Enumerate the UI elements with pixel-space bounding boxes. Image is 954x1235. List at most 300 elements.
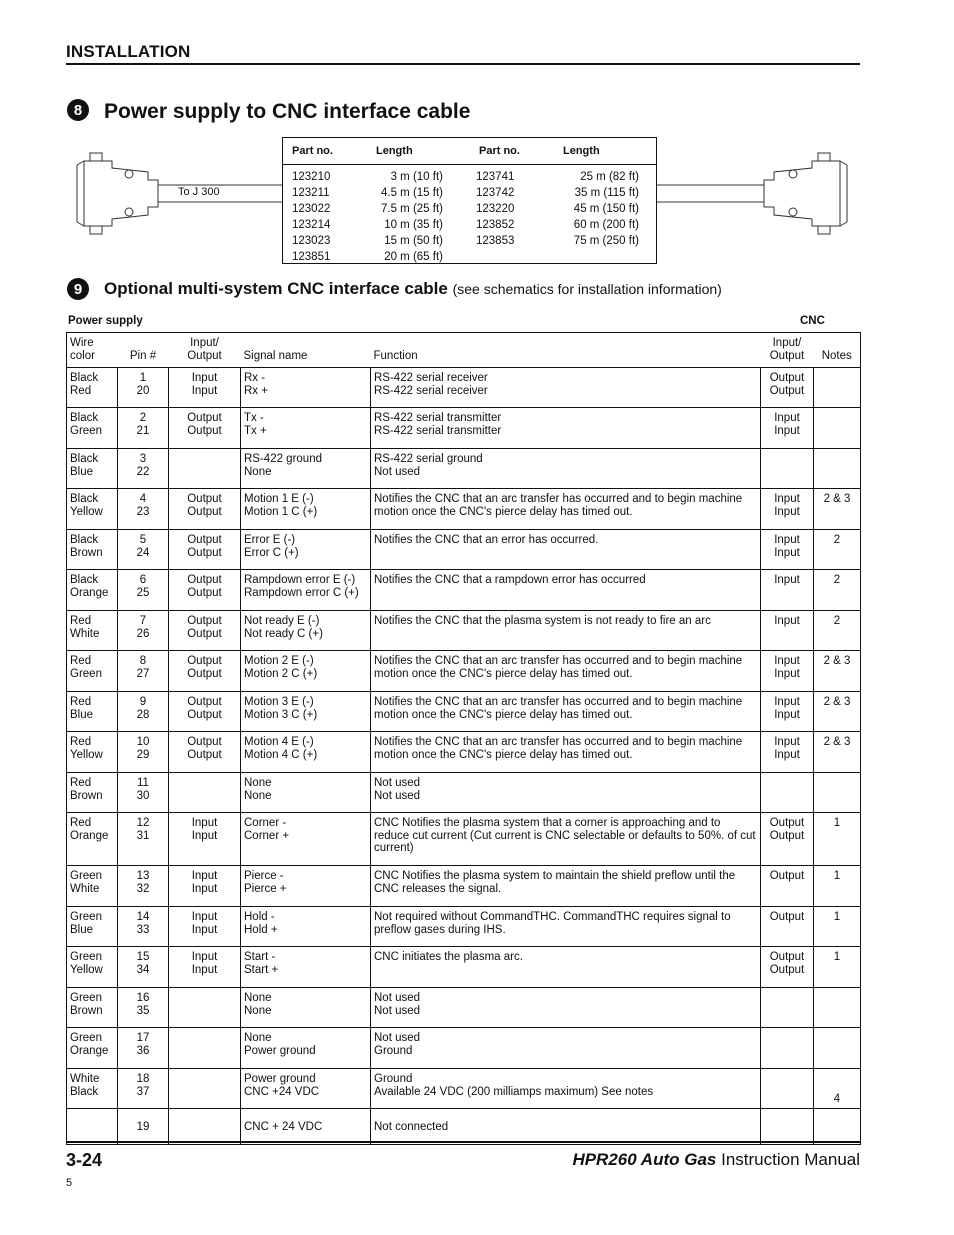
io-ps-cell-line: Output [187, 505, 222, 518]
wire-color-cell-line: Brown [70, 789, 103, 802]
wire-color-cell-line: Yellow [70, 505, 103, 518]
parts-left-lengths [343, 169, 443, 266]
label-power-supply: Power supply [68, 315, 143, 327]
part-number-table [282, 137, 657, 264]
pin-cell-line: 6 [139, 574, 147, 586]
part-length-right-3: 60 m (200 ft) [573, 219, 639, 232]
part-length-left-4: 15 m (50 ft) [384, 235, 443, 248]
pin-cell-line: 14 [136, 911, 150, 923]
io-cnc-cell-line: Input [774, 574, 800, 586]
function-cell-line: Ground [374, 1044, 413, 1057]
pin-cell-line: 31 [136, 829, 150, 842]
pin-cell [118, 907, 169, 947]
part-number-left-5: 123851 [292, 251, 331, 264]
io-cnc-cell [761, 988, 814, 1028]
part-number-left-0: 123210 [292, 171, 331, 183]
io-cnc-cell [761, 489, 814, 530]
io-ps-cell-line: Input [191, 870, 218, 882]
wire-color-cell-line: Green [70, 992, 102, 1004]
function-cell-line: RS-422 serial receiver [374, 384, 488, 397]
signal-name-cell-line: RS-422 ground [244, 453, 322, 465]
wire-color-cell-line: Green [70, 911, 102, 923]
notes-cell [814, 489, 861, 530]
signal-name-cell [241, 773, 371, 813]
signal-name-cell [241, 692, 371, 732]
table-row [67, 1109, 861, 1145]
notes-cell-value: 2 & 3 [823, 493, 851, 505]
signal-name-cell-line: Corner + [244, 829, 290, 842]
table-row [67, 651, 861, 692]
function-cell-line: RS-422 serial transmitter [374, 424, 502, 437]
part-length-left-3: 10 m (35 ft) [384, 219, 443, 232]
pin-cell-line: 3 [139, 453, 147, 465]
notes-cell [814, 1069, 861, 1109]
wire-color-cell [67, 813, 118, 866]
io-ps-cell [169, 732, 241, 773]
function-cell [371, 611, 761, 651]
notes-cell-value: 2 & 3 [823, 696, 851, 708]
signal-name-cell-line: Start + [244, 963, 279, 976]
doc-type: Instruction Manual [721, 1150, 860, 1169]
pin-cell [118, 570, 169, 611]
wire-color-cell-line: Blue [70, 923, 94, 936]
io-cnc-cell [761, 1069, 814, 1109]
part-length-left-1: 4.5 m (15 ft) [381, 187, 443, 200]
function-cell [371, 947, 761, 988]
pin-cell-line: 27 [136, 667, 150, 680]
io-ps-cell [169, 570, 241, 611]
function-cell [371, 732, 761, 773]
function-cell [371, 866, 761, 907]
io-ps-cell [169, 813, 241, 866]
pin-cell-line: 30 [136, 789, 150, 802]
part-length-right-4: 75 m (250 ft) [573, 235, 639, 248]
wire-color-cell-line: Green [70, 1032, 102, 1044]
function-cell-line: Notifies the CNC that an error has occurred. [374, 534, 599, 546]
section-9-title [104, 279, 722, 299]
wire-color-cell [67, 1028, 118, 1069]
io-ps-cell-line: Output [187, 667, 222, 680]
function-cell-line: Not used [374, 1032, 421, 1044]
function-cell [371, 692, 761, 732]
pin-cell-line: 9 [139, 696, 147, 708]
section-8-badge: 8 [67, 99, 89, 121]
part-number-right-3: 123852 [476, 219, 515, 232]
function-cell-line: RS-422 serial receiver [374, 372, 488, 384]
part-length-right-2: 45 m (150 ft) [573, 203, 639, 216]
io-cnc-cell-line: Input [774, 534, 800, 546]
col-wire-color [67, 333, 118, 368]
wire-color-cell [67, 611, 118, 651]
signal-name-cell-line: None [244, 1004, 272, 1017]
signal-name-cell-line: Power ground [244, 1044, 316, 1057]
io-cnc-cell-line: Output [769, 372, 805, 384]
section-header: INSTALLATION [66, 42, 191, 61]
signal-name-cell-line: Motion 2 E (-) [244, 655, 314, 667]
part-length-left-2: 7.5 m (25 ft) [381, 203, 443, 216]
io-cnc-cell [761, 570, 814, 611]
signal-name-cell [241, 570, 371, 611]
part-number-left-2: 123022 [292, 203, 331, 216]
wire-color-cell [67, 489, 118, 530]
io-ps-cell-line: Output [187, 736, 222, 748]
notes-cell-value: 2 [833, 534, 841, 546]
pin-cell-line: 7 [139, 615, 147, 627]
notes-cell-value: 2 & 3 [823, 736, 851, 748]
table-row [67, 866, 861, 907]
wire-color-cell-line: Black [70, 453, 99, 465]
io-cnc-cell [761, 732, 814, 773]
signal-name-cell-line: Error E (-) [244, 534, 296, 546]
pin-cell-line: 5 [139, 534, 147, 546]
io-ps-cell [169, 947, 241, 988]
table-row [67, 773, 861, 813]
function-cell [371, 368, 761, 408]
table-header-row [67, 333, 861, 368]
pin-cell-line: 18 [136, 1073, 150, 1085]
pin-cell-line: 36 [136, 1044, 150, 1057]
wire-color-cell [67, 651, 118, 692]
io-cnc-cell-line: Input [774, 424, 800, 437]
signal-name-cell-line: Rampdown error C (+) [244, 586, 359, 599]
section-9-title-text: Optional multi-system CNC interface cable [104, 279, 448, 298]
io-ps-cell [169, 1109, 241, 1145]
function-cell-line: Available 24 VDC (200 milliamps maximum) See notes [374, 1085, 654, 1098]
function-cell-line: Notifies the CNC that the plasma system is not ready to fire an arc [374, 615, 711, 627]
notes-cell [814, 866, 861, 907]
pin-cell-line: 17 [136, 1032, 150, 1044]
part-number-left-1: 123211 [292, 187, 330, 200]
io-cnc-cell [761, 651, 814, 692]
pin-cell-line: 22 [136, 465, 150, 478]
function-cell [371, 1109, 761, 1145]
io-cnc-cell-line: Output [769, 817, 805, 829]
function-cell-line: RS-422 serial ground [374, 453, 483, 465]
wire-color-cell-line: Orange [70, 586, 109, 599]
signal-name-cell [241, 813, 371, 866]
page-number: 3-24 [66, 1150, 103, 1170]
manual-title [572, 1150, 860, 1170]
io-ps-cell-line: Input [191, 911, 218, 923]
pin-cell [118, 813, 169, 866]
wire-color-cell [67, 692, 118, 732]
wire-color-cell-line: Blue [70, 465, 94, 478]
wire-color-cell [67, 408, 118, 449]
io-ps-cell [169, 489, 241, 530]
table-row [67, 947, 861, 988]
col-wire-color-line2: color [70, 349, 95, 362]
pin-cell-line: 32 [136, 882, 150, 895]
notes-cell-value: 1 [833, 911, 841, 923]
notes-cell [814, 1028, 861, 1069]
io-cnc-cell-line: Output [769, 951, 805, 963]
function-cell [371, 773, 761, 813]
io-cnc-cell-line: Input [774, 655, 800, 667]
pin-cell-line: 21 [136, 424, 150, 437]
io-cnc-cell [761, 1109, 814, 1145]
part-number-right-1: 123742 [476, 187, 515, 200]
signal-name-cell-line: None [244, 992, 272, 1004]
wire-color-cell [67, 866, 118, 907]
io-ps-cell [169, 611, 241, 651]
io-ps-cell-line: Output [187, 627, 222, 640]
notes-cell [814, 611, 861, 651]
function-cell-line: RS-422 serial transmitter [374, 412, 502, 424]
pin-cell-line: 1 [139, 372, 147, 384]
signal-name-cell-line: Corner - [244, 817, 287, 829]
signal-name-cell-line: Pierce + [244, 882, 287, 895]
io-ps-cell [169, 449, 241, 489]
parts-left-partnos [292, 169, 330, 266]
io-ps-cell [169, 988, 241, 1028]
io-cnc-cell-line: Input [774, 546, 800, 559]
wire-color-cell [67, 530, 118, 570]
col-io-cnc-line2: Output [769, 349, 805, 362]
wire-color-cell [67, 570, 118, 611]
io-ps-cell-line: Output [187, 493, 222, 505]
parts-header-length-1: Length [376, 145, 413, 157]
pin-cell-line: 20 [136, 384, 150, 397]
io-cnc-cell-line: Output [769, 870, 805, 882]
product-name: HPR260 Auto Gas [572, 1150, 717, 1169]
footer-rule [66, 1141, 860, 1143]
part-length-right-0: 25 m (82 ft) [580, 171, 639, 183]
function-cell-line: Notifies the CNC that an arc transfer has occurred and to begin machine motion once the CNC's pierce delay has timed out. [374, 736, 743, 761]
function-cell-line: Not used [374, 777, 421, 789]
table-row [67, 489, 861, 530]
io-ps-cell-line: Output [187, 412, 222, 424]
io-ps-cell-line: Output [187, 655, 222, 667]
signal-name-cell-line: CNC +24 VDC [244, 1085, 320, 1098]
pin-cell [118, 773, 169, 813]
wire-color-cell-line: Black [70, 493, 99, 505]
signal-name-cell-line: Start - [244, 951, 276, 963]
parts-header-partno-2: Part no. [479, 145, 520, 157]
function-cell [371, 813, 761, 866]
notes-cell [814, 947, 861, 988]
signal-name-cell-line: None [244, 465, 272, 478]
wire-color-cell-line: Black [70, 534, 99, 546]
signal-name-cell-line: Motion 3 C (+) [244, 708, 318, 721]
function-cell-line: CNC Notifies the plasma system to maintain the shield preflow until the CNC releases the signal. [374, 870, 736, 895]
table-row [67, 408, 861, 449]
notes-cell [814, 907, 861, 947]
signal-name-cell [241, 489, 371, 530]
wire-color-cell-line: Black [70, 372, 99, 384]
col-io-ps-line2: Output [187, 349, 222, 362]
notes-cell [814, 530, 861, 570]
notes-cell [814, 773, 861, 813]
function-cell-line: Not used [374, 789, 421, 802]
pin-cell-line: 12 [136, 817, 150, 829]
parts-right-lengths [533, 169, 639, 249]
io-ps-cell-line: Input [191, 923, 218, 936]
section-9-badge: 9 [67, 278, 89, 300]
io-ps-cell [169, 368, 241, 408]
pin-cell-line: 16 [136, 992, 150, 1004]
pin-cell [118, 692, 169, 732]
wire-color-cell-line: Yellow [70, 963, 103, 976]
pin-cell [118, 947, 169, 988]
io-ps-cell-line: Output [187, 534, 222, 546]
io-cnc-cell-line: Input [774, 615, 800, 627]
notes-cell [814, 692, 861, 732]
notes-cell [814, 732, 861, 773]
io-ps-cell-line: Input [191, 829, 218, 842]
signal-name-cell-line: None [244, 1032, 272, 1044]
signal-name-cell-line: Tx - [244, 412, 264, 424]
io-ps-cell [169, 1028, 241, 1069]
signal-name-cell-line: None [244, 789, 272, 802]
notes-cell [814, 813, 861, 866]
pin-cell-line: 34 [136, 963, 150, 976]
io-ps-cell-line: Output [187, 574, 222, 586]
io-cnc-cell-line: Input [774, 748, 800, 761]
part-number-right-0: 123741 [476, 171, 515, 183]
wire-color-cell-line: Red [70, 615, 92, 627]
wire-color-cell-line: Red [70, 817, 92, 829]
table-row [67, 813, 861, 866]
signal-name-cell [241, 611, 371, 651]
wire-color-cell [67, 988, 118, 1028]
io-cnc-cell [761, 813, 814, 866]
connector-label: To J 300 [178, 186, 220, 198]
wire-color-cell-line: Green [70, 951, 102, 963]
signal-name-cell-line: Rx + [244, 384, 268, 397]
function-cell [371, 449, 761, 489]
col-io-cnc [761, 333, 814, 368]
pin-cell-line: 4 [139, 493, 147, 505]
table-row [67, 692, 861, 732]
col-signal-name: Signal name [241, 333, 371, 368]
signal-name-cell-line: Not ready C (+) [244, 627, 323, 640]
wire-color-cell-line: Green [70, 424, 102, 437]
signal-name-cell-line: Not ready E (-) [244, 615, 320, 627]
function-cell [371, 907, 761, 947]
col-io-ps-line1: Input/ [190, 337, 219, 349]
notes-cell-value: 1 [833, 817, 841, 829]
signal-name-cell-line: Tx + [244, 424, 267, 437]
wire-color-cell-line: White [70, 627, 100, 640]
signal-name-cell-line: Motion 2 C (+) [244, 667, 318, 680]
col-function: Function [371, 333, 761, 368]
function-cell [371, 489, 761, 530]
io-ps-cell-line: Input [191, 963, 218, 976]
table-row [67, 988, 861, 1028]
pin-cell [118, 732, 169, 773]
pin-cell-line: 8 [139, 655, 147, 667]
wire-color-cell-line: Orange [70, 1044, 109, 1057]
io-ps-cell-line: Output [187, 586, 222, 599]
signal-name-cell [241, 732, 371, 773]
function-cell-line: Notifies the CNC that a rampdown error has occurred [374, 574, 646, 586]
pin-cell [118, 988, 169, 1028]
pin-cell-line: 2 [139, 412, 147, 424]
signal-name-cell-line: Motion 3 E (-) [244, 696, 314, 708]
function-cell-line: Notifies the CNC that an arc transfer has occurred and to begin machine motion once the CNC's pierce delay has timed out. [374, 696, 743, 721]
wire-color-cell-line: Red [70, 777, 92, 789]
function-cell [371, 651, 761, 692]
io-cnc-cell-line: Output [769, 911, 805, 923]
io-ps-cell-line: Output [187, 748, 222, 761]
pin-cell [118, 1109, 169, 1145]
pin-cell-line: 35 [136, 1004, 150, 1017]
part-number-left-4: 123023 [292, 235, 331, 248]
part-length-left-5: 20 m (65 ft) [384, 251, 443, 264]
io-ps-cell [169, 530, 241, 570]
function-cell-line: Ground [374, 1073, 413, 1085]
io-cnc-cell [761, 530, 814, 570]
pin-cell [118, 1028, 169, 1069]
notes-cell-value: 2 [833, 615, 841, 627]
signal-name-cell [241, 449, 371, 489]
pin-cell [118, 449, 169, 489]
io-cnc-cell-line: Input [774, 667, 800, 680]
signal-name-cell [241, 1069, 371, 1109]
wire-color-cell [67, 732, 118, 773]
notes-cell [814, 449, 861, 489]
notes-cell [814, 1109, 861, 1145]
table-row [67, 449, 861, 489]
signal-name-cell [241, 988, 371, 1028]
notes-cell-value: 2 & 3 [823, 655, 851, 667]
pin-cell [118, 368, 169, 408]
function-cell [371, 530, 761, 570]
wire-color-cell-line: Black [70, 574, 99, 586]
part-length-right-1: 35 m (115 ft) [574, 187, 639, 200]
signal-name-cell [241, 1109, 371, 1145]
wire-color-cell-line: Blue [70, 708, 94, 721]
io-ps-cell-line: Output [187, 546, 222, 559]
col-pin: Pin # [118, 333, 169, 368]
pin-cell-line: 24 [136, 546, 150, 559]
part-length-left-0: 3 m (10 ft) [390, 171, 443, 183]
function-cell [371, 1028, 761, 1069]
table-row [67, 1069, 861, 1109]
signal-name-cell-line: None [244, 777, 272, 789]
wire-color-cell [67, 907, 118, 947]
pin-cell-line: 19 [136, 1120, 150, 1133]
pin-cell-line: 10 [136, 736, 150, 748]
io-cnc-cell [761, 1028, 814, 1069]
function-cell [371, 408, 761, 449]
notes-cell [814, 408, 861, 449]
label-cnc: CNC [800, 315, 825, 327]
io-ps-cell [169, 907, 241, 947]
wire-color-cell-line: Brown [70, 1004, 103, 1017]
pin-cell-line: 13 [136, 870, 150, 882]
pin-cell [118, 530, 169, 570]
function-cell-line: Not used [374, 1004, 421, 1017]
parts-rule [283, 164, 656, 165]
io-ps-cell-line: Output [187, 424, 222, 437]
function-cell [371, 988, 761, 1028]
signal-name-cell [241, 947, 371, 988]
notes-cell [814, 651, 861, 692]
table-row [67, 1028, 861, 1069]
pin-cell-line: 33 [136, 923, 150, 936]
signal-name-cell-line: Error C (+) [244, 546, 299, 559]
section-8-title: Power supply to CNC interface cable [104, 100, 471, 123]
io-ps-cell-line: Output [187, 708, 222, 721]
pin-cell [118, 1069, 169, 1109]
col-notes: Notes [814, 333, 861, 368]
io-cnc-cell-line: Input [774, 708, 800, 721]
signal-name-cell [241, 866, 371, 907]
pin-cell [118, 489, 169, 530]
function-cell-line: CNC initiates the plasma arc. [374, 951, 523, 963]
signal-name-cell [241, 651, 371, 692]
